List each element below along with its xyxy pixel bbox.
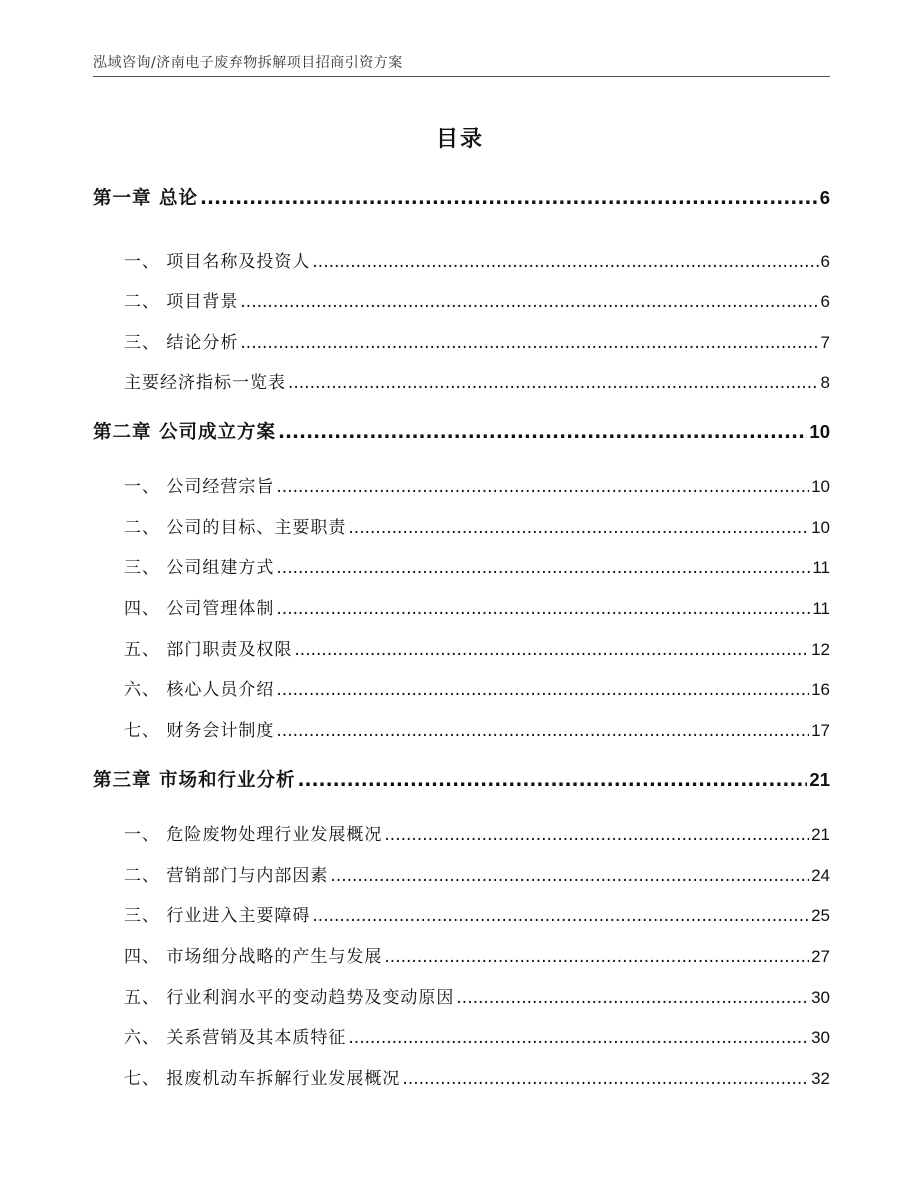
dot-leader — [294, 640, 809, 660]
dot-leader — [276, 599, 810, 619]
toc-entry[interactable] — [124, 861, 830, 886]
dot-leader — [240, 292, 818, 312]
toc-page-number: 17 — [811, 721, 830, 740]
toc-page-number: 16 — [811, 680, 830, 699]
toc-entry[interactable] — [124, 328, 830, 353]
toc-page-number: 7 — [820, 333, 830, 352]
toc-entry[interactable] — [124, 675, 830, 700]
dot-leader — [276, 558, 810, 578]
toc-entry[interactable] — [124, 553, 830, 578]
toc-entry-label: 第三章 市场和行业分析 — [93, 770, 296, 791]
toc-chapter-1[interactable] — [93, 184, 830, 210]
dot-leader — [200, 188, 818, 209]
toc-entry-label: 一、 公司经营宗旨 — [124, 477, 275, 497]
dot-leader — [384, 947, 809, 967]
toc-entry-label: 三、 结论分析 — [124, 333, 239, 353]
dot-leader — [288, 373, 819, 393]
toc-entry[interactable] — [124, 368, 830, 393]
dot-leader — [276, 721, 809, 741]
toc-entry[interactable] — [124, 716, 830, 741]
dot-leader — [330, 866, 809, 886]
toc-page-number: 6 — [819, 187, 830, 208]
dot-leader — [278, 422, 807, 443]
toc-entry[interactable] — [124, 594, 830, 619]
toc-entry-label: 三、 行业进入主要障碍 — [124, 906, 311, 926]
toc-page-number: 11 — [812, 599, 830, 618]
toc-entry-label: 主要经济指标一览表 — [124, 373, 286, 393]
toc-title: 目录 — [435, 127, 484, 152]
toc-entry-label: 五、 部门职责及权限 — [124, 640, 293, 660]
toc-page-number: 10 — [811, 477, 830, 496]
toc-entry-label: 四、 公司管理体制 — [124, 599, 275, 619]
dot-leader — [348, 518, 809, 538]
dot-leader — [240, 333, 818, 353]
toc-chapter-2[interactable] — [93, 418, 830, 444]
toc-page-number: 12 — [811, 640, 830, 659]
dot-leader — [348, 1028, 809, 1048]
toc-entry-label: 第二章 公司成立方案 — [93, 422, 276, 443]
toc-entry[interactable] — [124, 247, 830, 272]
toc-page-number: 24 — [811, 866, 830, 885]
toc-entry-label: 六、 关系营销及其本质特征 — [124, 1028, 347, 1048]
toc-entry[interactable] — [124, 635, 830, 660]
header-divider — [93, 76, 830, 77]
toc-page-number: 32 — [811, 1069, 830, 1088]
toc-entry-label: 二、 项目背景 — [124, 292, 239, 312]
toc-page-number: 25 — [811, 906, 830, 925]
toc-entry[interactable] — [124, 901, 830, 926]
toc-entry[interactable] — [124, 820, 830, 845]
toc-entry-label: 四、 市场细分战略的产生与发展 — [124, 947, 383, 967]
toc-entry-label: 六、 核心人员介绍 — [124, 680, 275, 700]
toc-page-number: 8 — [820, 373, 830, 392]
toc-page-number: 21 — [811, 825, 830, 844]
dot-leader — [456, 988, 809, 1008]
toc-chapter-3[interactable] — [93, 766, 830, 792]
toc-page-number: 27 — [811, 947, 830, 966]
toc-entry-label: 七、 报废机动车拆解行业发展概况 — [124, 1069, 401, 1089]
dot-leader — [312, 252, 818, 272]
toc-entry-label: 七、 财务会计制度 — [124, 721, 275, 741]
toc-entry-label: 二、 公司的目标、主要职责 — [124, 518, 347, 538]
toc-entry-label: 三、 公司组建方式 — [124, 558, 275, 578]
toc-entry[interactable] — [124, 472, 830, 497]
toc-entry[interactable] — [124, 513, 830, 538]
toc-page-number: 30 — [811, 988, 830, 1007]
toc-page-number: 6 — [820, 292, 830, 311]
dot-leader — [402, 1069, 809, 1089]
toc-entry-label: 第一章 总论 — [93, 188, 198, 209]
dot-leader — [276, 477, 809, 497]
dot-leader — [312, 906, 809, 926]
toc-entry[interactable] — [124, 1023, 830, 1048]
toc-entry[interactable] — [124, 942, 830, 967]
dot-leader — [384, 825, 809, 845]
toc-entry[interactable] — [124, 287, 830, 312]
toc-page-number: 30 — [811, 1028, 830, 1047]
running-header: 泓域咨询/济南电子废弃物拆解项目招商引资方案 — [93, 55, 403, 71]
toc-entry[interactable] — [124, 1064, 830, 1089]
toc-entry-label: 二、 营销部门与内部因素 — [124, 866, 329, 886]
dot-leader — [276, 680, 809, 700]
toc-entry-label: 五、 行业利润水平的变动趋势及变动原因 — [124, 988, 455, 1008]
toc-page-number: 10 — [809, 421, 830, 442]
toc-entry-label: 一、 项目名称及投资人 — [124, 252, 311, 272]
toc-page-number: 21 — [809, 769, 830, 790]
toc-entry-label: 一、 危险废物处理行业发展概况 — [124, 825, 383, 845]
toc-page-number: 10 — [811, 518, 830, 537]
dot-leader — [297, 770, 807, 791]
toc-page-number: 6 — [820, 252, 830, 271]
toc-entry[interactable] — [124, 983, 830, 1008]
toc-page-number: 11 — [812, 558, 830, 577]
